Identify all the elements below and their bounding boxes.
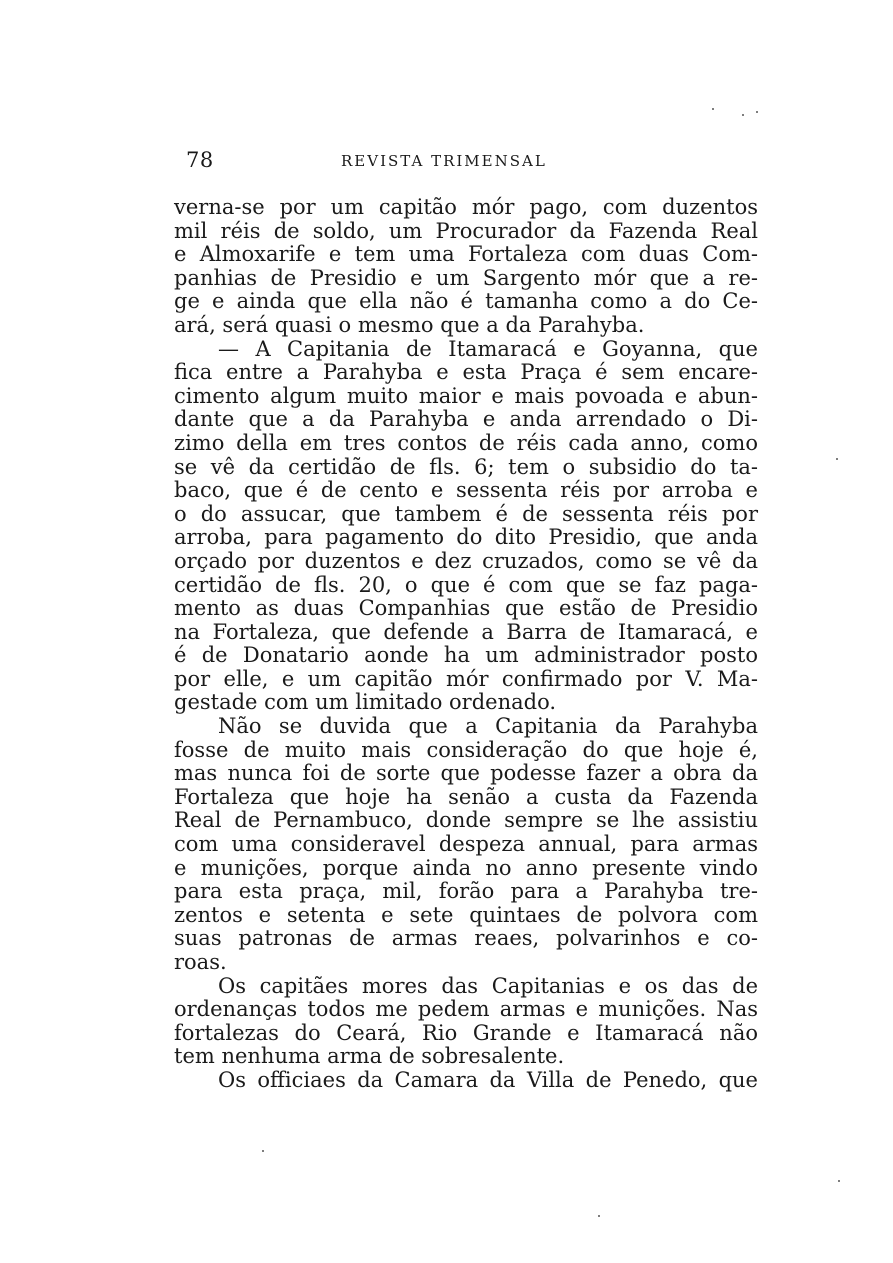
text-line: mento as duas Companhias que estão de Presidio — [174, 596, 758, 621]
text-line: e Almoxarife e tem uma Fortaleza com duas Com- — [174, 242, 758, 267]
text-line: mas nunca foi de sorte que podesse fazer a obra da — [174, 761, 758, 786]
text-line: ordenanças todos me pedem armas e munições. Nas — [174, 997, 758, 1022]
text-line: panhias de Presidio e um Sargento mór que a re- — [174, 265, 758, 290]
text-line: roas. — [174, 950, 227, 974]
text-line: fica entre a Parahyba e esta Praça é sem encare- — [174, 360, 758, 385]
text-line: fosse de muito mais consideração do que hoje é, — [174, 737, 758, 762]
text-line: o do assucar, que tambem é de sessenta réis por — [174, 501, 758, 526]
scan-speck — [742, 114, 744, 116]
text-line: Fortaleza que hoje ha senão a custa da Fazenda — [174, 784, 758, 809]
scan-speck — [262, 1150, 264, 1152]
page-header — [186, 148, 766, 176]
scan-speck — [836, 458, 838, 460]
text-line: para esta praça, mil, forão para a Parahyba tre- — [174, 879, 758, 904]
text-line: mil réis de soldo, um Procurador da Fazenda Real — [174, 218, 758, 243]
text-line: ge e ainda que ella não é tamanha como a do Ce- — [174, 289, 758, 314]
text-line: na Fortaleza, que defende a Barra de Itamaracá, e — [174, 619, 758, 644]
text-line: se vê da certidão de fls. 6; tem o subsidio do ta- — [174, 454, 758, 479]
scan-speck — [756, 111, 758, 113]
text-line: e munições, porque ainda no anno presente vindo — [174, 855, 758, 880]
text-line: tem nenhuma arma de sobresalente. — [174, 1044, 565, 1069]
page-number: 78 — [186, 148, 214, 172]
text-line: cimento algum muito maior e mais povoada e abun- — [174, 383, 758, 408]
text-line: orçado por duzentos e dez cruzados, como se vê da — [174, 548, 758, 573]
scan-speck — [598, 1215, 600, 1217]
text-line: Os officiaes da Camara da Villa de Penedo, que — [218, 1067, 758, 1092]
text-line: baco, que é de cento e sessenta réis por arroba e — [174, 478, 758, 503]
text-line: certidão de fls. 20, o que é com que se faz paga- — [174, 572, 758, 597]
text-line: verna-se por um capitão mór pago, com duzentos — [174, 195, 758, 219]
body-text — [174, 196, 758, 1093]
scan-speck — [712, 108, 714, 110]
text-line: por elle, e um capitão mór confirmado por V. Ma- — [174, 666, 758, 691]
text-line: dante que a da Parahyba e anda arrendado o Di- — [174, 407, 758, 432]
text-line: Real de Pernambuco, donde sempre se lhe assistiu — [174, 808, 758, 833]
text-line: ará, será quasi o mesmo que a da Parahyba. — [174, 312, 645, 337]
text-line: suas patronas de armas reaes, polvarinhos e co- — [174, 926, 758, 951]
text-line: zimo della em tres contos de réis cada anno, como — [174, 430, 758, 455]
text-line: é de Donatario aonde ha um administrador posto — [174, 643, 758, 668]
text-line: Os capitães mores das Capitanias e os das de — [218, 973, 758, 998]
text-line: Não se duvida que a Capitania da Parahyba — [218, 714, 758, 739]
text-line: arroba, para pagamento do dito Presidio, que anda — [174, 525, 758, 550]
text-line: gestade com um limitado ordenado. — [174, 690, 557, 715]
scan-speck — [838, 1180, 840, 1182]
text-line: zentos e setenta e sete quintaes de polvora com — [174, 902, 758, 927]
text-line: fortalezas do Ceará, Rio Grande e Itamaracá não — [174, 1020, 758, 1045]
text-line: com uma consideravel despeza annual, para armas — [174, 832, 758, 857]
running-title: REVISTA TRIMENSAL — [341, 152, 547, 170]
text-line: — A Capitania de Itamaracá e Goyanna, que — [218, 336, 758, 361]
